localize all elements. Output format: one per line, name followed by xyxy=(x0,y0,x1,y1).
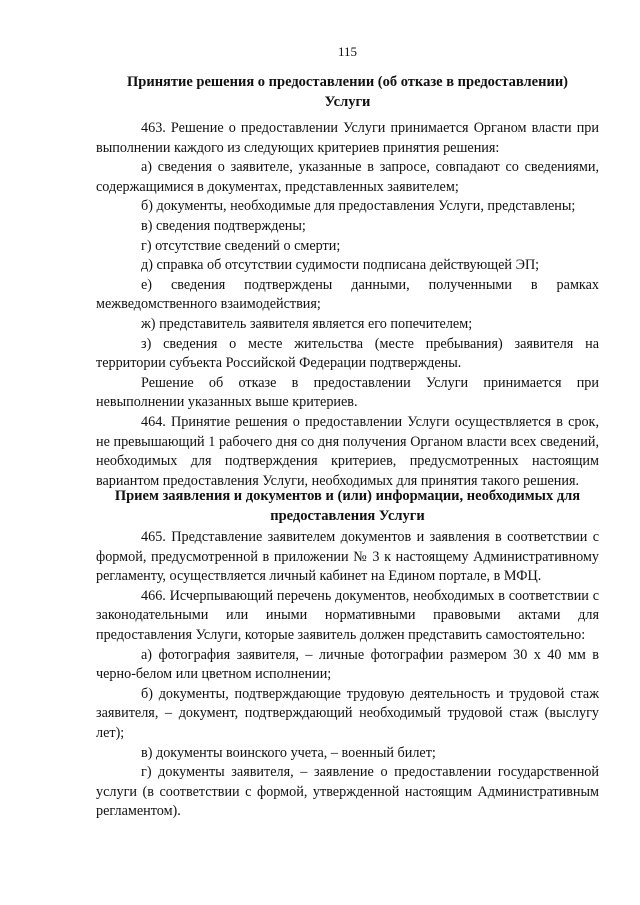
paragraph-466: 466. Исчерпывающий перечень документов, необходимых в соответствии с законодательными или иными нормативными правовыми актами для предоставления Услуги, которые заявитель должен представить самостоятельно: xyxy=(96,587,599,643)
heading-line: предоставления Услуги xyxy=(270,508,425,524)
section-heading-decision xyxy=(96,72,599,112)
criterion-z: з) сведения о месте жительства (месте пребывания) заявителя на территории субъекта Российской Федерации подтверждены. xyxy=(96,335,599,372)
criterion-e: е) сведения подтверждены данными, полученными в рамках межведомственного взаимодействия; xyxy=(96,276,599,313)
paragraph-464: 464. Принятие решения о предоставлении Услуги осуществляется в срок, не превышающий 1 рабочего дня со дня получения Органом власти всех сведений, необходимых для подтверждения критериев, предусмотренных настоящим вариантом предоставления Услуги, необходимых для принятия такого решения. xyxy=(96,413,599,489)
criterion-b: б) документы, необходимые для предоставления Услуги, представлены; xyxy=(141,198,576,215)
document-item-v: в) документы воинского учета, – военный билет; xyxy=(141,744,436,761)
paragraph-463: 463. Решение о предоставлении Услуги принимается Органом власти при выполнении каждого из следующих критериев принятия решения: xyxy=(96,120,599,156)
criterion-zh: ж) представитель заявителя является его попечителем; xyxy=(141,315,473,332)
heading-line: Принятие решения о предоставлении (об отказе в предоставлении) xyxy=(127,74,568,90)
criterion-a: а) сведения о заявителе, указанные в запросе, совпадают со сведениями, содержащимися в документах, представленных заявителем; xyxy=(96,159,599,195)
page-number: 115 xyxy=(337,44,358,59)
criterion-d: д) справка об отсутствии судимости подписана действующей ЭП; xyxy=(141,257,540,274)
criterion-v: в) сведения подтверждены; xyxy=(141,217,306,234)
document-item-g: г) документы заявителя, – заявление о предоставлении государственной услуги (в соответствии с формой, утвержденной настоящим Административным регламентом). xyxy=(96,764,599,820)
section-body-reception xyxy=(96,528,599,822)
section-body-decision xyxy=(96,119,599,491)
refusal-paragraph: Решение об отказе в предоставлении Услуги принимается при невыполнении указанных выше критериев. xyxy=(96,374,599,411)
heading-line: Прием заявления и документов и (или) информации, необходимых для xyxy=(114,488,581,504)
heading-line: Услуги xyxy=(324,94,371,110)
criterion-g: г) отсутствие сведений о смерти; xyxy=(141,237,341,254)
paragraph-465: 465. Представление заявителем документов и заявления в соответствии с формой, предусмотренной в приложении № 3 к настоящему Административному регламенту, осуществляется личный кабинет на Едином портале, в МФЦ. xyxy=(96,529,599,585)
document-item-b: б) документы, подтверждающие трудовую деятельность и трудовой стаж заявителя, – документ, подтверждающий необходимый трудовой стаж (выслугу лет); xyxy=(96,685,599,741)
section-heading-reception xyxy=(96,486,599,526)
document-item-a: а) фотография заявителя, – личные фотографии размером 30 х 40 мм в черно-белом или цветном исполнении; xyxy=(96,646,599,683)
